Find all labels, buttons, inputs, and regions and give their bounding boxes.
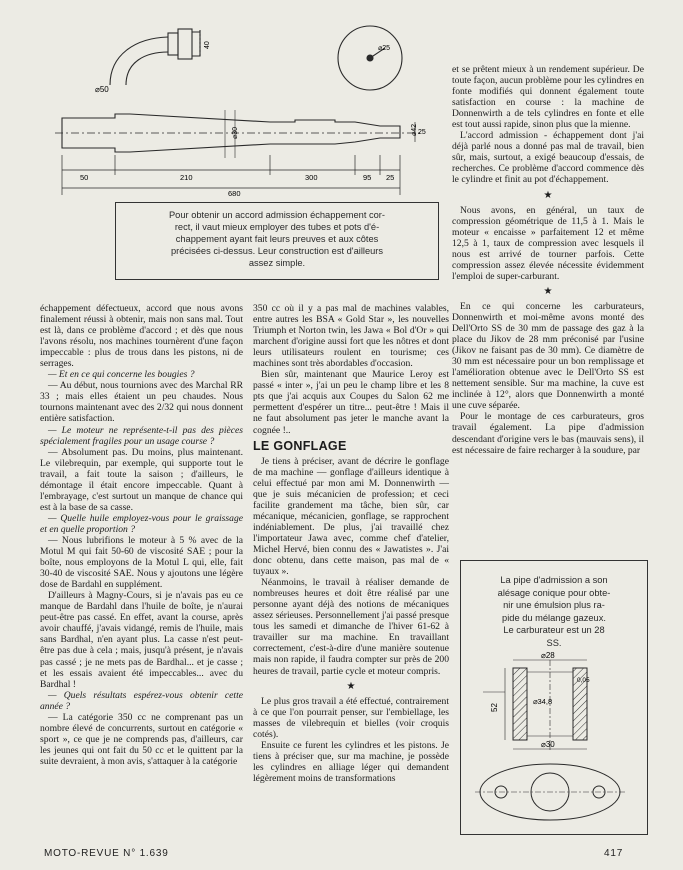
paragraph: 350 cc où il y a pas mal de machines valables, entre autres les BSA « Gold Star », les nouvelles Triumph et Norton twin, les Jawa « Bol d'Or » qui marchent d'origine aussi fort que les nôtres et dont leurs utilisateurs roulent en tourisme; ces machines sont très abordables d'occasion. bbox=[253, 303, 449, 370]
star-separator: ★ bbox=[346, 680, 356, 692]
dim-label: 95 bbox=[363, 173, 372, 182]
paragraph: Pour le montage de ces carburateurs, gros travail également. La pipe d'admission descendant d'origine vers le bas (mauvais sens), il est nécessaire de faire recharger à la soudure, par bbox=[452, 411, 644, 456]
intake-pipe-caption: La pipe d'admission a son alésage conique pour obte- nir une émulsion plus ra- pide du mélange gazeux. Le carburateur est un 28 SS. bbox=[497, 575, 611, 648]
paragraph: D'ailleurs à Magny-Cours, si je n'avais pas eu ce manque de Bardahl dans l'huile de boîte, je n'aurai peut-être pas cassé. En effet, avant la course, après avoir chauffé, j'avais vidangé, remis de l'huile, mais sans Bardhal, n'en ayant plus. La casse n'est peut-être pas due à cela ; mais, jusqu'à présent, je n'avais pas cassé ; je ne mets pas de Bardhal... et je casse ; et les essais avaient été impeccables... avec du Bardhal ! bbox=[40, 590, 243, 690]
dim-label: ⌀25 bbox=[378, 45, 391, 52]
paragraph: — La catégorie 350 cc ne comprenant pas un nombre élevé de concurrents, surtout en catégorie « sport », ce que je ne comprends pas, d'ailleurs, car les jeunes qui ont fait du 50 cc et le quittent par la suite devraient, à mon avis, s'attaquer à la catégorie bbox=[40, 711, 243, 767]
dim-label: 25 bbox=[418, 129, 426, 136]
dim-label: ⌀28 bbox=[541, 651, 555, 660]
exhaust-pipe-drawing bbox=[50, 10, 440, 200]
dim-label: 680 bbox=[228, 189, 241, 198]
dim-label: 25 bbox=[386, 173, 395, 182]
dim-label: ⌀34,8 bbox=[533, 697, 553, 706]
footer-page-number: 417 bbox=[604, 848, 624, 859]
dim-label: 210 bbox=[180, 173, 193, 182]
paragraph: Je tiens à préciser, avant de décrire le gonflage de ma machine — gonflage d'ailleurs identique à celui effectué par mon ami M. Donnenwirth — que je suis mécanicien de profession; et ceci facilite grandement ma tâche, bien sûr, car mécanique, mécanicien, gonflage, se rapprochent indéniablement. De plus, j'ai travaillé chez l'importateur Jawa avec, comme chef d'atelier, Michel Hervé, bien connu des « Jawatistes ». J'ai donc obtenu, dans cette maison, pas mal de « tuyaux ». bbox=[253, 455, 449, 578]
column-2 bbox=[253, 303, 449, 833]
exhaust-caption: Pour obtenir un accord admission échappement cor- rect, il vaut mieux employer des tubes et pots d'é- chappement ayant fait leurs preuves et aux côtes précisées ci-dessus. Leur construction est d'ailleurs assez simple. bbox=[168, 210, 385, 268]
paragraph: Le plus gros travail a été effectué, contrairement à ce que l'on pourrait penser, sur l'embiellage, les masses de vilebrequin et bielles (voir croquis cotés). bbox=[253, 695, 449, 740]
dim-label: 0,05 bbox=[577, 677, 590, 684]
paragraph: L'accord admission - échappement dont j'ai déjà parlé nous a donné pas mal de travail, bien sûr, mais, surtout, a exigé beaucoup d'essais, de recherches. Ce problème d'accord commence dès le cylindre et finit au pot d'échappement. bbox=[452, 130, 644, 186]
paragraph: En ce qui concerne les carburateurs, Donnenwirth et moi-même avons monté des Dell'Orto SS de 30 mm de passage des gaz à la place du Jikov de 28 mm préconisé par l'usine (Jikov ne faisant pas de 30 mm). Ce diamètre de 30 mm est nécessaire pour un bon remplissage et l'amélioration obtenue avec le Dell'Orto SS est nettement sensible. Sur ma machine, la cuve est inclinée à 12°, alors que Donnenwirth a monté une cuve séparée. bbox=[452, 300, 644, 412]
paragraph: — Au début, nous tournions avec des Marchal RR 33 ; mais elles étaient un peu chaudes. Nous tournons maintenant avec des 2/32 qui nous donnent entière satisfaction. bbox=[40, 380, 243, 425]
dim-label: 50 bbox=[80, 173, 89, 182]
paragraph: — Absolument pas. Du moins, plus maintenant. Le vilebrequin, par exemple, qui supporte tout le travail, a fait toute la saison ; d'ailleurs, le démontage il était encore impeccable. Quant à l'embrayage, c'est surtout un manque de chance qui est à la base de sa casse. bbox=[40, 446, 243, 513]
dim-label: ⌀42 bbox=[411, 123, 418, 136]
paragraph: — Quelle huile employez-vous pour le graissage et en quelle proportion ? bbox=[40, 512, 243, 535]
dim-label: 52 bbox=[490, 703, 499, 712]
paragraph: Nous avons, en général, un taux de compression géométrique de 11,5 à 1. Mais le moteur « encaisse » parfaitement 12 et même 12,5 à 1, taux de compression avec lesquels il nous est arrivé de tourner parfois. Cette compression assez élevée nécessite évidemment l'emploi de super-carburant. bbox=[452, 204, 644, 282]
column-1 bbox=[40, 303, 243, 785]
intake-pipe-drawing bbox=[465, 652, 643, 830]
dim-label: 300 bbox=[305, 173, 318, 182]
footer-magazine-issue: MOTO-REVUE N° 1.639 bbox=[44, 848, 169, 859]
paragraph: Bien sûr, maintenant que Maurice Leroy est passé « inter », j'ai un peu le champ libre et les 8 pts que j'ai acquis aux Coupes du Salon 62 me permettent d'espérer un titre... peut-être ! Mais il ne faut absolument pas jeter le manche avant la cognée !.. bbox=[253, 369, 449, 436]
star-separator: ★ bbox=[543, 189, 553, 201]
section-heading: LE GONFLAGE bbox=[253, 438, 347, 453]
paragraph: Ensuite ce furent les cylindres et les pistons. Je tiens à préciser que, sur ma machine, je possède les cylindres en alliage léger qui demandent légèrement moins de transformations bbox=[253, 739, 449, 784]
star-separator: ★ bbox=[543, 285, 553, 297]
paragraph: échappement défectueux, accord que nous avons finalement réussi à obtenir, mais non sans mal. Tout est là, dans ce problème d'accord ; et dès que nous l'avons résolu, nos machines tournèrent d'une façon impeccable : plus de trous dans les pistons, ni de serrages. bbox=[40, 303, 243, 370]
dim-label: ⌀30 bbox=[541, 740, 555, 749]
column-3 bbox=[452, 64, 644, 456]
paragraph: — Nous lubrifions le moteur à 5 % avec de la Motul M qui fait 50-60 de viscosité SAE ; pour la boîte, nous employons de la Motul L qui, elle, fait 30-40 de viscosité SAE. Nous y ajoutons une légère dose de Bardahl en supplément. bbox=[40, 534, 243, 591]
dim-label: ⌀50 bbox=[95, 85, 109, 94]
paragraph: Néanmoins, le travail à réaliser demande de nombreuses heures et doit être réalisé par une personne ayant déjà des notions de mécaniques assez sérieuses. Personnellement j'ai passé presque tous les samedi et dimanche de l'hiver 61-62 à travailler sur ma machine. En travaillant correctement, c'est-à-dire d'une manière soutenue mais non rapide, il faudra compter sur près de 200 heures de travail, partie cycle et moteur compris. bbox=[253, 577, 449, 677]
dim-label: ⌀30 bbox=[232, 126, 239, 139]
paragraph: — Quels résultats espérez-vous obtenir cette année ? bbox=[40, 689, 243, 712]
paragraph: — Et en ce qui concerne les bougies ? bbox=[48, 369, 195, 381]
paragraph: et se prêtent mieux à un rendement supérieur. De toute façon, aucun problème pour les cylindres en fonte modifiés qui donnent également toute satisfaction en course : la machine de Donnenwirth a de tels cylindres en fonte et elle est tout aussi rapide, sinon plus que la mienne. bbox=[452, 64, 644, 131]
dim-label: 40 bbox=[204, 41, 211, 49]
paragraph: — Le moteur ne représente-t-il pas des pièces spécialement fragiles pour un usage course ? bbox=[40, 424, 243, 447]
